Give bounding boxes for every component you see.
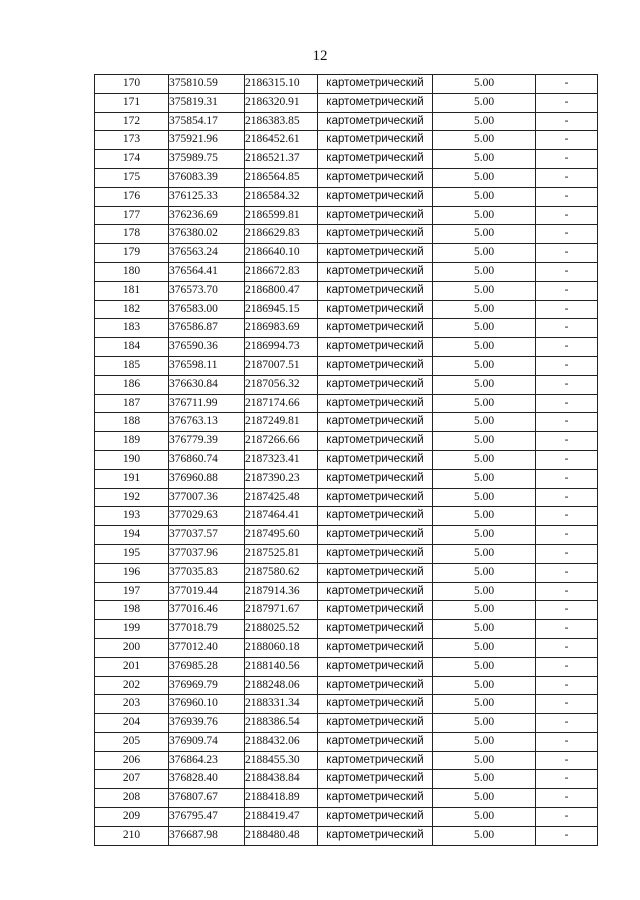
- method-cell: картометрический: [318, 676, 433, 695]
- note-cell: -: [536, 225, 598, 244]
- y-coordinate-cell: 2187390.23: [245, 469, 318, 488]
- point-number-cell: 195: [95, 544, 169, 563]
- accuracy-cell: 5.00: [433, 338, 536, 357]
- table-row: [95, 657, 598, 676]
- x-coordinate-cell: 377037.57: [169, 526, 245, 545]
- table-row: [95, 206, 598, 225]
- y-coordinate-cell: 2186629.83: [245, 225, 318, 244]
- x-coordinate-cell: 376828.40: [169, 770, 245, 789]
- accuracy-cell: 5.00: [433, 657, 536, 676]
- accuracy-cell: 5.00: [433, 638, 536, 657]
- table-row: [95, 526, 598, 545]
- method-cell: картометрический: [318, 826, 433, 845]
- method-cell: картометрический: [318, 620, 433, 639]
- method-cell: картометрический: [318, 375, 433, 394]
- accuracy-cell: 5.00: [433, 356, 536, 375]
- y-coordinate-cell: 2187971.67: [245, 601, 318, 620]
- note-cell: -: [536, 732, 598, 751]
- point-number-cell: 172: [95, 112, 169, 131]
- table-row: [95, 808, 598, 827]
- note-cell: -: [536, 338, 598, 357]
- method-cell: картометрический: [318, 394, 433, 413]
- x-coordinate-cell: 376763.13: [169, 413, 245, 432]
- x-coordinate-cell: 376583.00: [169, 300, 245, 319]
- table-row: [95, 93, 598, 112]
- y-coordinate-cell: 2188418.89: [245, 789, 318, 808]
- point-number-cell: 204: [95, 714, 169, 733]
- x-coordinate-cell: 375989.75: [169, 150, 245, 169]
- table-row: [95, 507, 598, 526]
- accuracy-cell: 5.00: [433, 601, 536, 620]
- y-coordinate-cell: 2188025.52: [245, 620, 318, 639]
- note-cell: -: [536, 808, 598, 827]
- point-number-cell: 171: [95, 93, 169, 112]
- accuracy-cell: 5.00: [433, 206, 536, 225]
- accuracy-cell: 5.00: [433, 526, 536, 545]
- point-number-cell: 174: [95, 150, 169, 169]
- y-coordinate-cell: 2188432.06: [245, 732, 318, 751]
- point-number-cell: 173: [95, 131, 169, 150]
- method-cell: картометрический: [318, 93, 433, 112]
- y-coordinate-cell: 2186599.81: [245, 206, 318, 225]
- table-row: [95, 469, 598, 488]
- method-cell: картометрический: [318, 507, 433, 526]
- table-row: [95, 563, 598, 582]
- point-number-cell: 209: [95, 808, 169, 827]
- x-coordinate-cell: 376687.98: [169, 826, 245, 845]
- note-cell: -: [536, 75, 598, 94]
- accuracy-cell: 5.00: [433, 319, 536, 338]
- point-number-cell: 203: [95, 695, 169, 714]
- note-cell: -: [536, 544, 598, 563]
- point-number-cell: 210: [95, 826, 169, 845]
- note-cell: -: [536, 770, 598, 789]
- x-coordinate-cell: 376590.36: [169, 338, 245, 357]
- point-number-cell: 201: [95, 657, 169, 676]
- table-row: [95, 225, 598, 244]
- method-cell: картометрический: [318, 432, 433, 451]
- x-coordinate-cell: 376795.47: [169, 808, 245, 827]
- note-cell: -: [536, 413, 598, 432]
- accuracy-cell: 5.00: [433, 620, 536, 639]
- table-row: [95, 413, 598, 432]
- table-row: [95, 620, 598, 639]
- note-cell: -: [536, 187, 598, 206]
- point-number-cell: 199: [95, 620, 169, 639]
- y-coordinate-cell: 2186640.10: [245, 244, 318, 263]
- method-cell: картометрический: [318, 695, 433, 714]
- note-cell: -: [536, 262, 598, 281]
- method-cell: картометрический: [318, 281, 433, 300]
- accuracy-cell: 5.00: [433, 432, 536, 451]
- y-coordinate-cell: 2187464.41: [245, 507, 318, 526]
- accuracy-cell: 5.00: [433, 375, 536, 394]
- point-number-cell: 202: [95, 676, 169, 695]
- y-coordinate-cell: 2187914.36: [245, 582, 318, 601]
- x-coordinate-cell: 376083.39: [169, 168, 245, 187]
- method-cell: картометрический: [318, 732, 433, 751]
- table-row: [95, 168, 598, 187]
- y-coordinate-cell: 2187174.66: [245, 394, 318, 413]
- x-coordinate-cell: 377007.36: [169, 488, 245, 507]
- x-coordinate-cell: 375921.96: [169, 131, 245, 150]
- table-row: [95, 488, 598, 507]
- method-cell: картометрический: [318, 789, 433, 808]
- accuracy-cell: 5.00: [433, 450, 536, 469]
- point-number-cell: 191: [95, 469, 169, 488]
- y-coordinate-cell: 2188386.54: [245, 714, 318, 733]
- x-coordinate-cell: 377035.83: [169, 563, 245, 582]
- note-cell: -: [536, 131, 598, 150]
- x-coordinate-cell: 376711.99: [169, 394, 245, 413]
- method-cell: картометрический: [318, 469, 433, 488]
- accuracy-cell: 5.00: [433, 676, 536, 695]
- x-coordinate-cell: 376236.69: [169, 206, 245, 225]
- accuracy-cell: 5.00: [433, 75, 536, 94]
- note-cell: -: [536, 206, 598, 225]
- accuracy-cell: 5.00: [433, 507, 536, 526]
- note-cell: -: [536, 394, 598, 413]
- table-row: [95, 150, 598, 169]
- x-coordinate-cell: 376960.10: [169, 695, 245, 714]
- note-cell: -: [536, 375, 598, 394]
- note-cell: -: [536, 526, 598, 545]
- coordinates-table: [94, 74, 598, 846]
- x-coordinate-cell: 376630.84: [169, 375, 245, 394]
- method-cell: картометрический: [318, 601, 433, 620]
- method-cell: картометрический: [318, 338, 433, 357]
- y-coordinate-cell: 2186945.15: [245, 300, 318, 319]
- method-cell: картометрический: [318, 413, 433, 432]
- y-coordinate-cell: 2186320.91: [245, 93, 318, 112]
- x-coordinate-cell: 376909.74: [169, 732, 245, 751]
- note-cell: -: [536, 507, 598, 526]
- accuracy-cell: 5.00: [433, 714, 536, 733]
- note-cell: -: [536, 244, 598, 263]
- note-cell: -: [536, 751, 598, 770]
- point-number-cell: 200: [95, 638, 169, 657]
- x-coordinate-cell: 376586.87: [169, 319, 245, 338]
- point-number-cell: 189: [95, 432, 169, 451]
- table-row: [95, 262, 598, 281]
- accuracy-cell: 5.00: [433, 281, 536, 300]
- x-coordinate-cell: 376985.28: [169, 657, 245, 676]
- note-cell: -: [536, 601, 598, 620]
- note-cell: -: [536, 150, 598, 169]
- point-number-cell: 206: [95, 751, 169, 770]
- x-coordinate-cell: 377016.46: [169, 601, 245, 620]
- accuracy-cell: 5.00: [433, 751, 536, 770]
- table-row: [95, 826, 598, 845]
- y-coordinate-cell: 2187525.81: [245, 544, 318, 563]
- point-number-cell: 185: [95, 356, 169, 375]
- table-row: [95, 394, 598, 413]
- x-coordinate-cell: 376960.88: [169, 469, 245, 488]
- note-cell: -: [536, 620, 598, 639]
- method-cell: картометрический: [318, 262, 433, 281]
- y-coordinate-cell: 2188248.06: [245, 676, 318, 695]
- method-cell: картометрический: [318, 450, 433, 469]
- method-cell: картометрический: [318, 187, 433, 206]
- point-number-cell: 207: [95, 770, 169, 789]
- note-cell: -: [536, 112, 598, 131]
- accuracy-cell: 5.00: [433, 582, 536, 601]
- table-row: [95, 75, 598, 94]
- point-number-cell: 198: [95, 601, 169, 620]
- note-cell: -: [536, 488, 598, 507]
- note-cell: -: [536, 676, 598, 695]
- point-number-cell: 205: [95, 732, 169, 751]
- point-number-cell: 180: [95, 262, 169, 281]
- note-cell: -: [536, 469, 598, 488]
- x-coordinate-cell: 377037.96: [169, 544, 245, 563]
- x-coordinate-cell: 376969.79: [169, 676, 245, 695]
- method-cell: картометрический: [318, 638, 433, 657]
- y-coordinate-cell: 2188140.56: [245, 657, 318, 676]
- method-cell: картометрический: [318, 582, 433, 601]
- table-row: [95, 601, 598, 620]
- page-number: 12: [312, 48, 328, 64]
- point-number-cell: 188: [95, 413, 169, 432]
- table-row: [95, 770, 598, 789]
- note-cell: -: [536, 432, 598, 451]
- x-coordinate-cell: 375819.31: [169, 93, 245, 112]
- y-coordinate-cell: 2186672.83: [245, 262, 318, 281]
- point-number-cell: 175: [95, 168, 169, 187]
- method-cell: картометрический: [318, 544, 433, 563]
- y-coordinate-cell: 2188480.48: [245, 826, 318, 845]
- x-coordinate-cell: 377018.79: [169, 620, 245, 639]
- x-coordinate-cell: 376807.67: [169, 789, 245, 808]
- method-cell: картометрический: [318, 751, 433, 770]
- y-coordinate-cell: 2188455.30: [245, 751, 318, 770]
- method-cell: картометрический: [318, 563, 433, 582]
- accuracy-cell: 5.00: [433, 300, 536, 319]
- method-cell: картометрический: [318, 112, 433, 131]
- x-coordinate-cell: 376939.76: [169, 714, 245, 733]
- table-row: [95, 300, 598, 319]
- y-coordinate-cell: 2186564.85: [245, 168, 318, 187]
- accuracy-cell: 5.00: [433, 112, 536, 131]
- accuracy-cell: 5.00: [433, 131, 536, 150]
- table-row: [95, 131, 598, 150]
- accuracy-cell: 5.00: [433, 413, 536, 432]
- accuracy-cell: 5.00: [433, 808, 536, 827]
- y-coordinate-cell: 2187425.48: [245, 488, 318, 507]
- point-number-cell: 179: [95, 244, 169, 263]
- y-coordinate-cell: 2186994.73: [245, 338, 318, 357]
- point-number-cell: 187: [95, 394, 169, 413]
- table-row: [95, 432, 598, 451]
- accuracy-cell: 5.00: [433, 93, 536, 112]
- y-coordinate-cell: 2186800.47: [245, 281, 318, 300]
- x-coordinate-cell: 376564.41: [169, 262, 245, 281]
- point-number-cell: 184: [95, 338, 169, 357]
- method-cell: картометрический: [318, 150, 433, 169]
- method-cell: картометрический: [318, 657, 433, 676]
- x-coordinate-cell: 376864.23: [169, 751, 245, 770]
- table-row: [95, 714, 598, 733]
- x-coordinate-cell: 375810.59: [169, 75, 245, 94]
- accuracy-cell: 5.00: [433, 544, 536, 563]
- point-number-cell: 192: [95, 488, 169, 507]
- method-cell: картометрический: [318, 356, 433, 375]
- y-coordinate-cell: 2186452.61: [245, 131, 318, 150]
- note-cell: -: [536, 168, 598, 187]
- x-coordinate-cell: 376779.39: [169, 432, 245, 451]
- table-row: [95, 450, 598, 469]
- y-coordinate-cell: 2187007.51: [245, 356, 318, 375]
- x-coordinate-cell: 377019.44: [169, 582, 245, 601]
- note-cell: -: [536, 714, 598, 733]
- y-coordinate-cell: 2186521.37: [245, 150, 318, 169]
- y-coordinate-cell: 2187056.32: [245, 375, 318, 394]
- x-coordinate-cell: 376598.11: [169, 356, 245, 375]
- table-row: [95, 732, 598, 751]
- table-row: [95, 375, 598, 394]
- accuracy-cell: 5.00: [433, 695, 536, 714]
- method-cell: картометрический: [318, 808, 433, 827]
- method-cell: картометрический: [318, 244, 433, 263]
- table-row: [95, 695, 598, 714]
- note-cell: -: [536, 582, 598, 601]
- y-coordinate-cell: 2188419.47: [245, 808, 318, 827]
- accuracy-cell: 5.00: [433, 168, 536, 187]
- point-number-cell: 178: [95, 225, 169, 244]
- x-coordinate-cell: 376125.33: [169, 187, 245, 206]
- table-row: [95, 544, 598, 563]
- accuracy-cell: 5.00: [433, 150, 536, 169]
- y-coordinate-cell: 2186983.69: [245, 319, 318, 338]
- method-cell: картометрический: [318, 714, 433, 733]
- accuracy-cell: 5.00: [433, 732, 536, 751]
- point-number-cell: 196: [95, 563, 169, 582]
- point-number-cell: 208: [95, 789, 169, 808]
- point-number-cell: 183: [95, 319, 169, 338]
- accuracy-cell: 5.00: [433, 488, 536, 507]
- accuracy-cell: 5.00: [433, 262, 536, 281]
- accuracy-cell: 5.00: [433, 563, 536, 582]
- method-cell: картометрический: [318, 319, 433, 338]
- table-row: [95, 112, 598, 131]
- y-coordinate-cell: 2188060.18: [245, 638, 318, 657]
- point-number-cell: 197: [95, 582, 169, 601]
- method-cell: картометрический: [318, 75, 433, 94]
- point-number-cell: 190: [95, 450, 169, 469]
- point-number-cell: 181: [95, 281, 169, 300]
- table-row: [95, 789, 598, 808]
- method-cell: картометрический: [318, 168, 433, 187]
- point-number-cell: 186: [95, 375, 169, 394]
- coordinates-table-body: [95, 75, 598, 846]
- accuracy-cell: 5.00: [433, 394, 536, 413]
- note-cell: -: [536, 695, 598, 714]
- method-cell: картометрический: [318, 526, 433, 545]
- note-cell: -: [536, 356, 598, 375]
- table-row: [95, 751, 598, 770]
- x-coordinate-cell: 376563.24: [169, 244, 245, 263]
- x-coordinate-cell: 377029.63: [169, 507, 245, 526]
- note-cell: -: [536, 319, 598, 338]
- y-coordinate-cell: 2188438.84: [245, 770, 318, 789]
- method-cell: картометрический: [318, 225, 433, 244]
- note-cell: -: [536, 281, 598, 300]
- point-number-cell: 170: [95, 75, 169, 94]
- method-cell: картометрический: [318, 300, 433, 319]
- accuracy-cell: 5.00: [433, 789, 536, 808]
- note-cell: -: [536, 300, 598, 319]
- table-row: [95, 638, 598, 657]
- note-cell: -: [536, 826, 598, 845]
- x-coordinate-cell: 376380.02: [169, 225, 245, 244]
- note-cell: -: [536, 93, 598, 112]
- note-cell: -: [536, 638, 598, 657]
- point-number-cell: 194: [95, 526, 169, 545]
- method-cell: картометрический: [318, 488, 433, 507]
- accuracy-cell: 5.00: [433, 826, 536, 845]
- point-number-cell: 193: [95, 507, 169, 526]
- table-row: [95, 187, 598, 206]
- accuracy-cell: 5.00: [433, 770, 536, 789]
- accuracy-cell: 5.00: [433, 469, 536, 488]
- table-row: [95, 319, 598, 338]
- note-cell: -: [536, 563, 598, 582]
- x-coordinate-cell: 376860.74: [169, 450, 245, 469]
- y-coordinate-cell: 2186584.32: [245, 187, 318, 206]
- table-row: [95, 338, 598, 357]
- y-coordinate-cell: 2186315.10: [245, 75, 318, 94]
- table-row: [95, 582, 598, 601]
- accuracy-cell: 5.00: [433, 187, 536, 206]
- table-row: [95, 244, 598, 263]
- method-cell: картометрический: [318, 206, 433, 225]
- method-cell: картометрический: [318, 131, 433, 150]
- y-coordinate-cell: 2186383.85: [245, 112, 318, 131]
- note-cell: -: [536, 450, 598, 469]
- method-cell: картометрический: [318, 770, 433, 789]
- point-number-cell: 176: [95, 187, 169, 206]
- y-coordinate-cell: 2187249.81: [245, 413, 318, 432]
- y-coordinate-cell: 2188331.34: [245, 695, 318, 714]
- table-row: [95, 356, 598, 375]
- note-cell: -: [536, 789, 598, 808]
- point-number-cell: 182: [95, 300, 169, 319]
- y-coordinate-cell: 2187580.62: [245, 563, 318, 582]
- x-coordinate-cell: 375854.17: [169, 112, 245, 131]
- x-coordinate-cell: 377012.40: [169, 638, 245, 657]
- point-number-cell: 177: [95, 206, 169, 225]
- accuracy-cell: 5.00: [433, 244, 536, 263]
- table-row: [95, 676, 598, 695]
- y-coordinate-cell: 2187266.66: [245, 432, 318, 451]
- note-cell: -: [536, 657, 598, 676]
- table-row: [95, 281, 598, 300]
- accuracy-cell: 5.00: [433, 225, 536, 244]
- x-coordinate-cell: 376573.70: [169, 281, 245, 300]
- y-coordinate-cell: 2187495.60: [245, 526, 318, 545]
- y-coordinate-cell: 2187323.41: [245, 450, 318, 469]
